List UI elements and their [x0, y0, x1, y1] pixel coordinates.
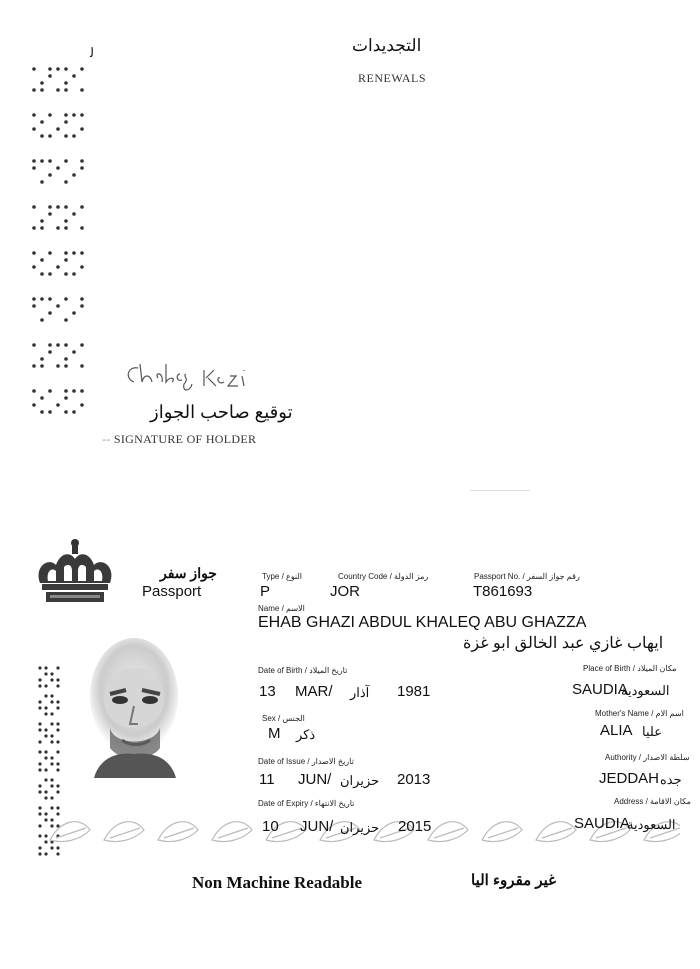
perforation-dot — [56, 666, 59, 669]
perforation-dot — [40, 120, 44, 124]
doe-month: JUN/ — [300, 818, 334, 835]
sex-value: M — [268, 725, 281, 742]
perforation-dot — [72, 134, 76, 138]
perforation-dot — [40, 258, 44, 262]
doe-month-arabic: حزيران — [340, 820, 380, 835]
perforation-dot — [72, 173, 76, 177]
mothers-name-value: ALIA — [600, 722, 633, 739]
place-of-birth-arabic: السعودية — [621, 683, 670, 698]
perforation-dot — [64, 67, 68, 71]
perforation-dot — [50, 722, 53, 725]
perforation-dot — [56, 88, 60, 92]
perforation-dot — [56, 684, 59, 687]
perforation-dot — [50, 694, 53, 697]
perforation-dot — [72, 74, 76, 78]
perforation-dot — [44, 778, 47, 781]
country-code-value: JOR — [330, 583, 360, 600]
perforation-dot — [80, 343, 84, 347]
perforation-dot — [56, 265, 60, 269]
perforation-dot — [56, 343, 60, 347]
perforation-dot — [50, 778, 53, 781]
dob-month-arabic: آذار — [350, 685, 370, 700]
perforation-dot — [56, 205, 60, 209]
perforation-dot — [44, 706, 47, 709]
leaf-motif — [428, 822, 468, 842]
perforation-dot — [40, 297, 44, 301]
place-of-birth-label: Place of Birth / مكان الميلاد — [583, 664, 677, 673]
perforation-dot — [56, 768, 59, 771]
perforation-dot — [64, 88, 68, 92]
perforation-dot — [44, 666, 47, 669]
perforation-dot — [50, 672, 53, 675]
corner-mark: ﻟ — [90, 45, 94, 60]
passport-title-arabic: جواز سفر — [160, 565, 217, 581]
perforation-dot — [48, 67, 52, 71]
date-of-expiry-label: Date of Expiry / تاريخ الانتهاء — [258, 799, 355, 808]
type-value: P — [260, 583, 271, 600]
perforation-dot — [32, 166, 36, 170]
leaf-motif — [50, 822, 90, 842]
perforation-dot — [40, 159, 44, 163]
perforation-dot — [72, 272, 76, 276]
leaf-motif — [158, 822, 198, 842]
perforation-dot — [38, 762, 41, 765]
perforation-dot — [48, 205, 52, 209]
perforation-dot — [50, 756, 53, 759]
address-value-arabic: السعودية — [627, 817, 676, 832]
perforation-dot — [64, 226, 68, 230]
perforation-dot — [56, 762, 59, 765]
authority-value: JEDDAH — [599, 770, 660, 787]
perforation-dot — [50, 678, 53, 681]
perforation-dot — [32, 389, 36, 393]
passport-number-label: Passport No. / رقم جواز السفر — [474, 572, 580, 581]
perforation-dot — [56, 728, 59, 731]
perforation-dot — [64, 258, 68, 262]
perforation-dot — [38, 740, 41, 743]
perforation-dot — [32, 343, 36, 347]
perforation-dot — [72, 311, 76, 315]
leaf-motif — [212, 822, 252, 842]
perforation-dot — [48, 113, 52, 117]
perforation-dot — [56, 750, 59, 753]
perforation-dot — [72, 212, 76, 216]
perforation-dot — [64, 180, 68, 184]
perforation-dot — [64, 396, 68, 400]
perforation-dot — [48, 134, 52, 138]
passport-number-value: T861693 — [473, 583, 533, 600]
perforation-dot — [38, 728, 41, 731]
perforation-dot — [38, 666, 41, 669]
perforation-dot — [32, 113, 36, 117]
perforation-dot — [64, 318, 68, 322]
name-label: Name / الاسم — [258, 604, 305, 613]
dob-year: 1981 — [397, 683, 431, 700]
date-of-issue-label: Date of Issue / تاريخ الاصدار — [258, 757, 354, 766]
perforation-dot — [40, 226, 44, 230]
perforation-dot — [40, 180, 44, 184]
place-of-birth-value: SAUDIA — [572, 681, 628, 698]
perforated-passport-number — [30, 65, 90, 425]
perforation-dot — [38, 768, 41, 771]
perforation-dot — [64, 343, 68, 347]
perforation-dot — [32, 88, 36, 92]
perforation-dot — [64, 134, 68, 138]
perforation-dot — [56, 364, 60, 368]
perforation-dot — [44, 694, 47, 697]
name-value: EHAB GHAZI ABDUL KHALEQ ABU GHAZZA — [258, 614, 587, 631]
perforation-dot — [32, 67, 36, 71]
type-label: Type / النوع — [262, 572, 302, 581]
perforation-dot — [64, 357, 68, 361]
perforation-dot — [64, 364, 68, 368]
perforation-dot — [80, 113, 84, 117]
perforation-dot — [72, 350, 76, 354]
perforation-dot — [32, 205, 36, 209]
perforation-dot — [38, 784, 41, 787]
perforation-dot — [32, 265, 36, 269]
perforation-dot — [48, 389, 52, 393]
perforation-dot — [56, 67, 60, 71]
perforation-dot — [40, 81, 44, 85]
perforation-dot — [44, 756, 47, 759]
perforation-dot — [32, 364, 36, 368]
perforation-dot — [44, 684, 47, 687]
perforation-dot — [38, 684, 41, 687]
perforation-dot — [48, 350, 52, 354]
perforation-dot — [56, 722, 59, 725]
perforation-dot — [32, 297, 36, 301]
perforation-dot — [40, 357, 44, 361]
perforation-dot — [40, 318, 44, 322]
perforation-dot — [40, 134, 44, 138]
perforation-dot — [80, 127, 84, 131]
name-value-arabic: ايهاب غازي عبد الخالق ابو غزة — [463, 635, 664, 652]
perforation-dot — [80, 205, 84, 209]
perforation-dot — [50, 784, 53, 787]
holder-signature — [120, 356, 290, 396]
renewals-title: RENEWALS — [358, 71, 426, 85]
perforation-dot — [40, 396, 44, 400]
non-machine-readable-label-arabic: غير مقروء اليا — [471, 872, 557, 889]
perforation-dot — [56, 740, 59, 743]
perforation-dot — [50, 734, 53, 737]
dob-day: 13 — [259, 683, 276, 700]
perforation-dot — [56, 304, 60, 308]
perforation-dot — [32, 159, 36, 163]
perforation-dot — [56, 127, 60, 131]
perforation-dot — [80, 304, 84, 308]
perforation-dot — [38, 750, 41, 753]
perforation-dot — [48, 74, 52, 78]
doe-day: 10 — [262, 818, 279, 835]
perforation-dot — [64, 81, 68, 85]
perforation-dot — [44, 728, 47, 731]
perforation-dot — [56, 784, 59, 787]
perforation-dot — [32, 403, 36, 407]
mothers-name-label: Mother's Name / اسم الام — [595, 709, 684, 718]
perforation-dot — [48, 251, 52, 255]
leaf-motif — [536, 822, 576, 842]
perforation-dot — [72, 251, 76, 255]
perforation-dot — [44, 672, 47, 675]
perforation-dot — [64, 410, 68, 414]
perforation-dot — [64, 205, 68, 209]
perforation-dot — [50, 700, 53, 703]
perforation-dot — [56, 166, 60, 170]
perforation-dot — [48, 343, 52, 347]
sex-label: Sex / الجنس — [262, 714, 305, 723]
perforation-dot — [80, 166, 84, 170]
mothers-name-arabic: عليا — [642, 724, 662, 739]
perforation-dot — [38, 706, 41, 709]
perforation-dot — [50, 762, 53, 765]
page-edge-line — [470, 490, 530, 491]
perforation-dot — [40, 410, 44, 414]
perforation-dot — [64, 251, 68, 255]
signature-label: -- SIGNATURE OF HOLDER — [102, 432, 257, 446]
crown-emblem — [34, 537, 116, 609]
perforation-dot — [80, 265, 84, 269]
perforation-dot — [80, 226, 84, 230]
perforation-dot — [56, 403, 60, 407]
perforation-dot — [64, 159, 68, 163]
perforation-dot — [56, 700, 59, 703]
perforation-dot — [80, 67, 84, 71]
perforation-dot — [80, 403, 84, 407]
doi-year: 2013 — [397, 771, 431, 788]
perforation-dot — [32, 251, 36, 255]
authority-value-arabic: جده — [660, 772, 682, 787]
perforation-dot — [50, 740, 53, 743]
address-value: SAUDIA — [574, 815, 630, 832]
perforation-dot — [32, 226, 36, 230]
perforation-dot — [48, 159, 52, 163]
perforation-dot — [38, 722, 41, 725]
perforation-dot — [40, 364, 44, 368]
perforation-dot — [64, 272, 68, 276]
perforation-dot — [80, 159, 84, 163]
perforation-dot — [40, 88, 44, 92]
doi-month: JUN/ — [298, 771, 332, 788]
perforation-dot — [32, 304, 36, 308]
perforation-dot — [40, 219, 44, 223]
dob-month: MAR/ — [295, 683, 333, 700]
perforation-dot — [32, 127, 36, 131]
perforation-dot — [44, 750, 47, 753]
perforation-dot — [48, 410, 52, 414]
leaf-motif — [482, 822, 522, 842]
perforation-dot — [44, 712, 47, 715]
perforation-dot — [56, 706, 59, 709]
perforation-dot — [48, 311, 52, 315]
perforation-dot — [80, 364, 84, 368]
date-of-birth-label: Date of Birth / تاريخ الميلاد — [258, 666, 348, 675]
perforation-dot — [38, 700, 41, 703]
perforation-dot — [44, 768, 47, 771]
renewals-title-arabic: التجديدات — [352, 36, 422, 55]
non-machine-readable-label: Non Machine Readable — [192, 873, 362, 892]
sex-value-arabic: ذكر — [296, 727, 316, 742]
perforation-dot — [72, 410, 76, 414]
perforation-dot — [64, 219, 68, 223]
perforation-dot — [44, 734, 47, 737]
perforation-dot — [80, 389, 84, 393]
leaf-motif — [104, 822, 144, 842]
address-label: Address / مكان الاقامة — [614, 797, 691, 806]
perforation-dot — [48, 212, 52, 216]
signature-label-arabic: توقيع صاحب الجواز — [150, 402, 293, 422]
perforation-dot — [64, 113, 68, 117]
perforation-dot — [48, 272, 52, 276]
doe-year: 2015 — [398, 818, 432, 835]
perforation-dot — [72, 113, 76, 117]
doi-day: 11 — [259, 771, 275, 788]
perforation-dot — [72, 389, 76, 393]
holder-photo — [80, 628, 190, 778]
perforation-dot — [80, 88, 84, 92]
perforation-dot — [48, 297, 52, 301]
signature-label-text: SIGNATURE OF HOLDER — [113, 432, 257, 446]
passport-title: Passport — [142, 583, 202, 600]
perforation-dot — [50, 712, 53, 715]
perforation-dot — [80, 297, 84, 301]
perforation-dot — [56, 678, 59, 681]
country-code-label: Country Code / رمز الدولة — [338, 572, 429, 581]
doi-month-arabic: حزيران — [340, 773, 380, 788]
authority-label: Authority / سلطة الاصدار — [605, 753, 690, 762]
perforation-dot — [64, 389, 68, 393]
perforation-dot — [64, 297, 68, 301]
perforation-dot — [56, 226, 60, 230]
perforation-dot — [80, 251, 84, 255]
perforation-dot — [64, 120, 68, 124]
perforation-dot — [40, 272, 44, 276]
perforation-dot — [48, 173, 52, 177]
perforation-dot — [38, 678, 41, 681]
